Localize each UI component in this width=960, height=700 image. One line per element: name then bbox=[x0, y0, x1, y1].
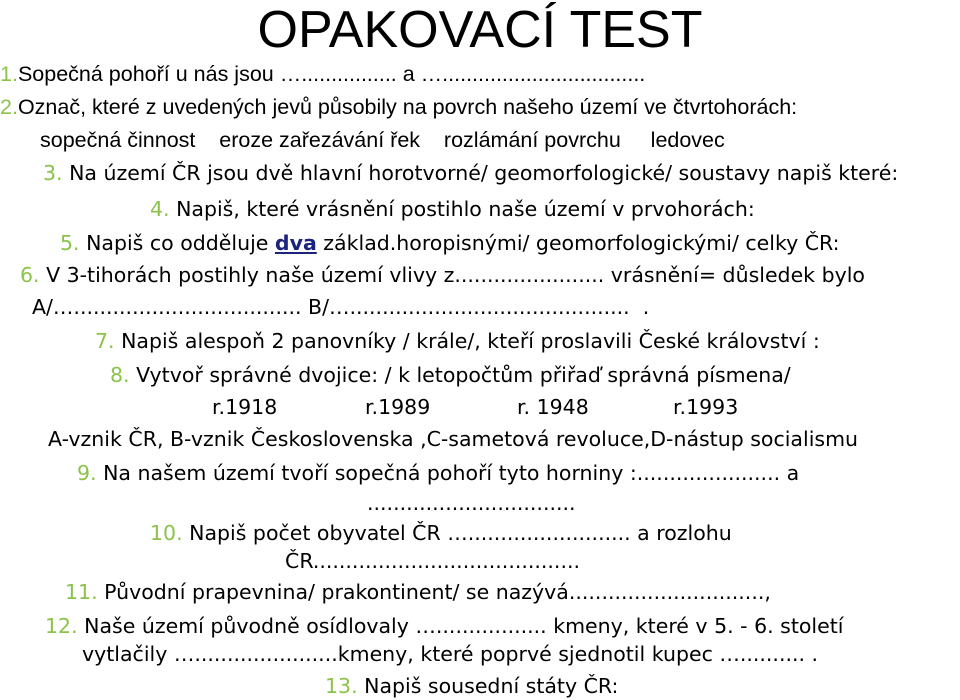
question-1 bbox=[0, 60, 645, 88]
question-text-pre: Napiš co odděluje bbox=[79, 231, 275, 255]
question-number: 4. bbox=[150, 197, 170, 221]
question-9 bbox=[77, 459, 799, 487]
question-10-continuation: ČR......................................... bbox=[285, 549, 580, 573]
year-1993: r.1993 bbox=[673, 395, 739, 419]
question-6 bbox=[20, 261, 865, 289]
question-8-options: A-vznik ČR, B-vznik Československa ,C-sametová revoluce,D-nástup socialismu bbox=[48, 427, 859, 451]
question-number: 5. bbox=[60, 231, 80, 255]
question-text: Napiš počet obyvatel ČR …......................... a rozlohu bbox=[182, 521, 732, 545]
question-number: 12. bbox=[45, 614, 78, 638]
year-1989: r.1989 bbox=[365, 395, 431, 419]
question-2-options: sopečná činnost eroze zařezávání řek rozlámání povrchu ledovec bbox=[40, 128, 725, 152]
question-6-continuation: A/…................................... B/…........................................... . bbox=[32, 295, 650, 319]
question-10 bbox=[150, 519, 732, 547]
question-3 bbox=[43, 159, 898, 187]
question-5 bbox=[60, 229, 840, 257]
question-text: Původní prapevnina/ prakontinent/ se nazývá.............................., bbox=[97, 580, 771, 604]
question-number: 2. bbox=[0, 95, 18, 119]
question-text: Vytvoř správné dvojice: / k letopočtům přiřaď správná písmena/ bbox=[129, 363, 791, 387]
question-8 bbox=[110, 361, 791, 389]
question-number: 7. bbox=[95, 329, 115, 353]
question-11 bbox=[65, 578, 771, 606]
year-1948: r. 1948 bbox=[517, 395, 589, 419]
question-13 bbox=[325, 672, 618, 700]
question-number: 10. bbox=[150, 521, 183, 545]
highlighted-word: dva bbox=[274, 231, 317, 255]
question-number: 3. bbox=[43, 161, 63, 185]
question-text-post: základ.horopisnými/ geomorfologickými/ celky ČR: bbox=[316, 231, 840, 255]
question-text: Napiš, které vrásnění postihlo naše území v prvohorách: bbox=[169, 197, 755, 221]
question-number: 11. bbox=[65, 580, 98, 604]
question-7 bbox=[95, 327, 820, 355]
question-text: Sopečná pohoří u nás jsou …................ a ….................................. bbox=[17, 62, 646, 86]
question-12-continuation: vytlačily …......................kmeny, které poprvé sjednotil kupec ….......... . bbox=[82, 642, 819, 666]
question-text: Naše území původně osídlovaly …................. kmeny, které v 5. - 6. století bbox=[77, 614, 844, 638]
question-number: 1. bbox=[0, 62, 18, 86]
question-text: Napiš alespoň 2 panovníky / krále/, kteří proslavili České království : bbox=[114, 329, 820, 353]
question-number: 8. bbox=[110, 363, 130, 387]
question-text: V 3-tihorách postihly naše území vlivy z....................... vrásnění= důsledek bylo bbox=[39, 263, 865, 287]
question-text: Označ, které z uvedených jevů působily na povrch našeho území ve čtvrtohorách: bbox=[17, 95, 798, 119]
question-number: 6. bbox=[20, 263, 40, 287]
question-number: 9. bbox=[77, 461, 97, 485]
year-1918: r.1918 bbox=[212, 395, 278, 419]
question-text: Na našem území tvoří sopečná pohoří tyto horniny :...................... a bbox=[96, 461, 800, 485]
question-text: Na území ČR jsou dvě hlavní horotvorné/ geomorfologické/ soustavy napiš které: bbox=[62, 161, 899, 185]
question-text: Napiš sousední státy ČR: bbox=[357, 674, 619, 698]
question-4 bbox=[150, 195, 755, 223]
question-2 bbox=[0, 93, 797, 121]
question-12 bbox=[45, 612, 843, 640]
question-9-continuation: ................................ bbox=[367, 491, 576, 515]
page-title: OPAKOVACÍ TEST bbox=[257, 1, 703, 59]
question-number: 13. bbox=[325, 674, 358, 698]
